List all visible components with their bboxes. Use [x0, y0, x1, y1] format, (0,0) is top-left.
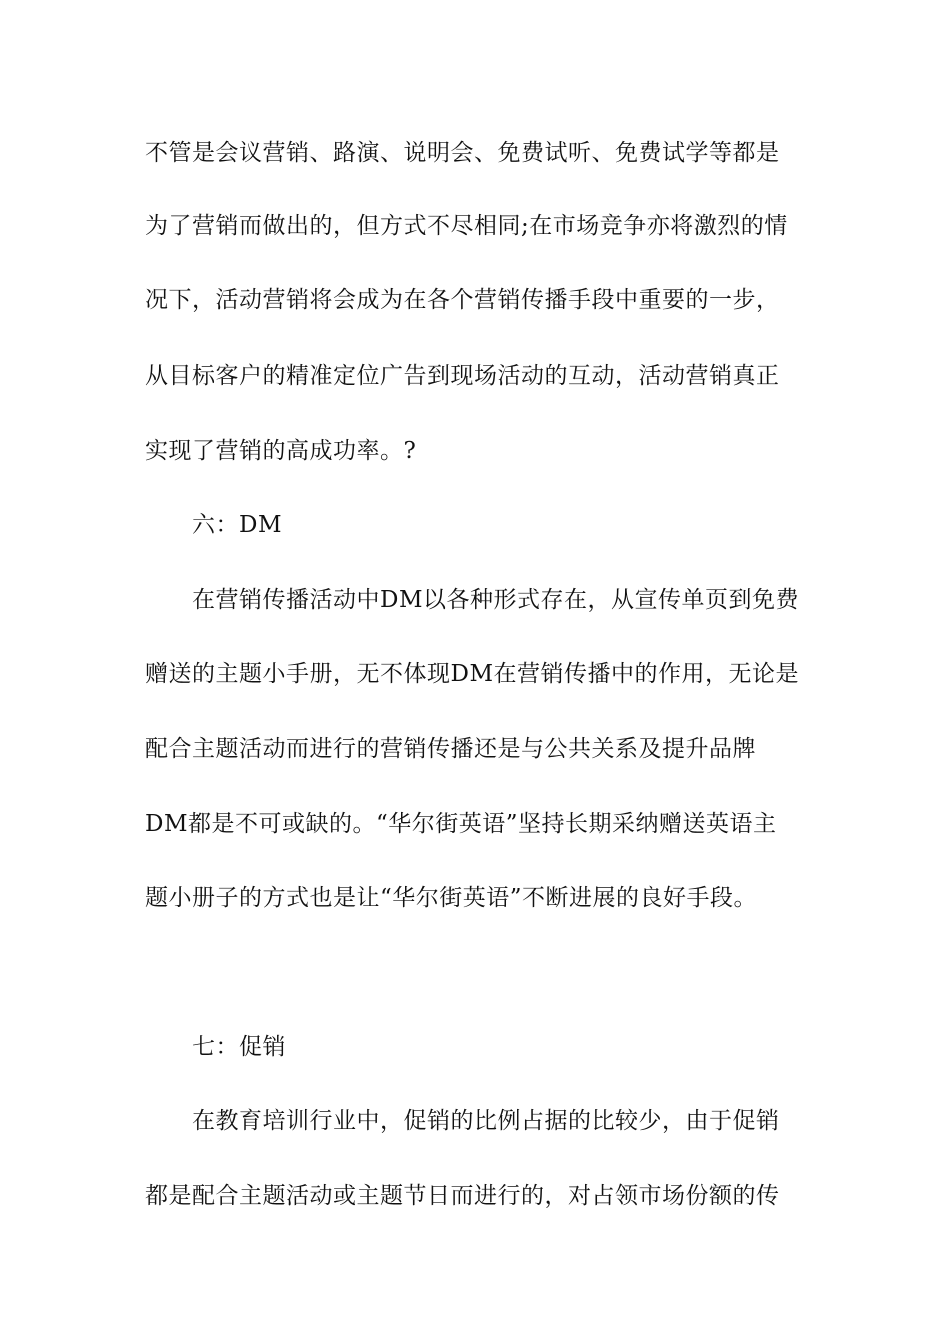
section-heading-6: 六：DM — [192, 512, 282, 538]
section-heading-7: 七：促销 — [192, 1034, 286, 1060]
paragraph-line: 题小册子的方式也是让“华尔街英语”不断进展的良好手段。 — [145, 885, 758, 911]
paragraph-line: 在营销传播活动中DM以各种形式存在，从宣传单页到免费 — [192, 587, 799, 613]
paragraph-line: 赠送的主题小手册，无不体现DM在营销传播中的作用，无论是 — [145, 661, 799, 687]
paragraph-line: 在教育培训行业中，促销的比例占据的比较少，由于促销 — [192, 1108, 780, 1134]
paragraph-line: DM都是不可或缺的。“华尔街英语”坚持长期采纳赠送英语主 — [145, 811, 777, 837]
paragraph-line: 为了营销而做出的，但方式不尽相同;在市场竞争亦将激烈的情 — [145, 213, 788, 239]
paragraph-line: 不管是会议营销、路演、说明会、免费试听、免费试学等都是 — [145, 140, 780, 166]
paragraph-line: 都是配合主题活动或主题节日而进行的，对占领市场份额的传 — [145, 1183, 780, 1209]
paragraph-line: 从目标客户的精准定位广告到现场活动的互动，活动营销真正 — [145, 363, 780, 389]
paragraph-line: 况下，活动营销将会成为在各个营销传播手段中重要的一步， — [145, 287, 780, 313]
paragraph-line: 配合主题活动而进行的营销传播还是与公共关系及提升品牌 — [145, 736, 756, 762]
paragraph-line: 实现了营销的高成功率。? — [145, 438, 417, 464]
